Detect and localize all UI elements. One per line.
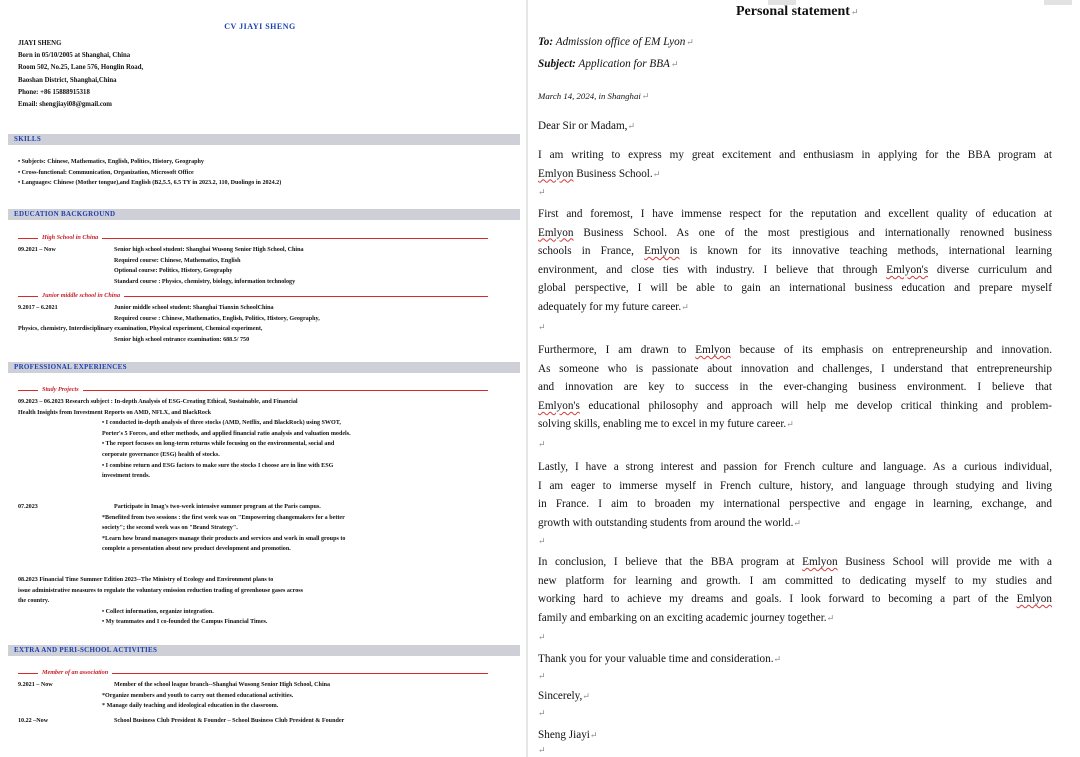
- statement-title: Personal statement↵: [736, 4, 859, 19]
- education-high-school: 09.2021 – Now Senior high school student: Shanghai Wusong Senior High School, China Required course: Chinese, Mathematics, English Optional course: Politics, History, Geography Standard course : Physics, chemistry, biology, information technology: [18, 247, 304, 285]
- cv-page: [0, 0, 528, 757]
- subheading-high-school: High School in China: [18, 234, 488, 243]
- misspelling-highlight: Emlyon's: [886, 263, 929, 276]
- paragraph-4: Lastly, I have a strong interest and passion for French culture and language. As a curious individual, I am eager to immerse myself in French culture, history, and language through studying and living in France. I aim to broaden my international perspective and engage in learning, exchange, and growth with outstanding students from around the world.↵: [538, 461, 1052, 529]
- extra-date: 10.22 –Now: [18, 718, 49, 724]
- misspelling-highlight: Emlyon: [644, 245, 680, 258]
- paragraph-3: Furthermore, I am drawn to Emlyon because of its emphasis on entrepreneurship and innovation. As someone who is passionate about innovation and challenges, I understand that entrepreneurship and innovation are key to success in the ever-changing business environment. I believe that Emlyon's educational philosophy and approach will help me develop critical thinking and problem- solving skills, enabling me to excel in my future career.↵: [538, 344, 1053, 431]
- paragraph-2: First and foremost, I have immense respect for the reputation and excellent quality of education at Emlyon Business School. As one of the most prestigious and internationally renowned business schools in France, Emlyon is known for its innovative teaching methods, international learning environment, and close ties with industry. I believe that through Emlyon's diverse curriculum and global perspective, I will be able to gain an international business education and prepare myself adequately for my future career.↵: [538, 208, 1052, 313]
- subheading-study-projects: Study Projects: [18, 386, 488, 395]
- section-header-education: EDUCATION BACKGROUND: [8, 209, 520, 220]
- skill-item: • Cross-functional: Communication, Organization, Microsoft Office: [18, 169, 194, 176]
- exp-date: 07.2023: [18, 504, 38, 510]
- letter-date: March 14, 2024, in Shanghai↵: [538, 91, 650, 101]
- extra-date: 9.2021 – Now: [18, 682, 53, 688]
- misspelling-highlight: Emlyon: [1016, 593, 1052, 606]
- closing-line: Sincerely,↵: [538, 690, 590, 702]
- association-member: 9.2021 – Now Member of the school league branch--Shanghai Wusong Senior High School, China *Organize members and youth to carry out themed educational activities. * Manage daily teaching and ideological education in the classroom.: [18, 682, 331, 710]
- edu-date: 09.2021 – Now: [18, 247, 56, 253]
- subject-line: Subject: Application for BBA↵: [538, 58, 679, 70]
- skill-item: • Subjects: Chinese, Mathematics, English, Politics, History, Geography: [18, 159, 204, 165]
- paragraph-1: I am writing to express my great excitement and enthusiasm in applying for the BBA program at Emlyon Business School.↵: [538, 149, 1052, 180]
- paragraph-5: In conclusion, I believe that the BBA program at Emlyon Business School will provide me with a new platform for learning and growth. I am committed to dedicating myself to my studies and working hard to achieve my dreams and goals. I look forward to becoming a part of the Emlyon family and embarking on an exciting academic journey together.↵: [538, 556, 1052, 624]
- business-club: 10.22 –Now School Business Club President & Founder – School Business Club President & Founder: [18, 716, 513, 727]
- thanks-line: Thank you for your valuable time and consideration.↵: [538, 653, 782, 665]
- greeting: Dear Sir or Madam,↵: [538, 120, 636, 132]
- page-corner-mark: [1044, 0, 1072, 5]
- financial-times-project: 08.2023 Financial Time Summer Edition 2023--The Ministry of Ecology and Environment plans to issue administrative measures to regulate the voluntary emission reduction trading of greenhouse gases across the country. • Collect information, organize integration. • My teammates and I co-founded the Campus Financial Times.: [18, 577, 303, 626]
- recipient-line: To: Admission office of EM Lyon↵: [538, 36, 694, 48]
- misspelling-highlight: Emlyon: [538, 226, 574, 239]
- misspelling-highlight: Emlyon's: [538, 399, 580, 412]
- subheading-association: Member of an association: [18, 669, 488, 678]
- cv-contact-block: [18, 38, 318, 111]
- section-header-extra: EXTRA AND PERI-SCHOOL ACTIVITIES: [8, 645, 520, 656]
- section-header-professional: PROFESSIONAL EXPERIENCES: [8, 362, 520, 373]
- education-junior-school: 9.2017 – 6.2021 Junior middle school student: Shanghai Tianxin SchoolChina Required course : Chinese, Mathematics, English, Politics, History, Geography, Physics, chemistry, Interdisciplinary examination, Physical experiment, Chemical experiment, Senior high school entrance examination: 688.5/ 750: [18, 305, 320, 343]
- study-project: 09.2023 – 06.2023 Research subject : In-depth Analysis of ESG-Creating Ethical, Sustainable, and Financial Health Insights from Investment Reports on AMD, NFLX, and BlackRock • I conducted in-depth analysis of three stocks (AMD, Netflix, and BlackRock) using SWOT, Porter's 5 Forces, and other methods, and applied financial ratio analysis and valuation models. • The report focuses on long-term returns while focusing on the environmental, social and corporate governance (ESG) health of stocks. • I combine return and ESG factors to make sure the stocks I choose are in line with ESG investment trends.: [18, 399, 351, 480]
- cv-email: Email: shengjiayi08@gmail.com: [18, 101, 112, 109]
- misspelling-highlight: Emlyon: [538, 167, 574, 180]
- cv-name: JIAYI SHENG: [18, 40, 62, 47]
- subheading-junior-school: Junior middle school in China: [18, 292, 488, 301]
- cv-address-line: Baoshan District, Shanghai,China: [18, 76, 117, 84]
- cv-phone: Phone: +86 15888915318: [18, 88, 90, 96]
- section-header-skills: SKILLS: [8, 134, 520, 145]
- cv-birth: Born in 05/10/2005 at Shanghai, China: [18, 52, 131, 60]
- edu-date: 9.2017 – 6.2021: [18, 305, 58, 311]
- summer-program: 07.2023 Participate in Imag's two-week intensive summer program at the Paris campus. *Benefited from two sessions : the first week was on "Empowering changemakers for a better society"; the second week was on "Brand Strategy". *Learn how brand managers manage their products and services and work in small groups to complete a presentation about new product development and promotion.: [18, 504, 346, 553]
- statement-page: Personal statement↵ To: Admission office of EM Lyon↵ Subject: Application for BBA↵ March 14, 2024, in Shanghai↵ Dear Sir or Madam,↵ I am writing to express my great excitement and enthusiasm in applying for the BBA program at Emlyon Business School.↵ ↵ First and foremost, I have immense respect for the reputation and excellent quality of education at Emlyon Business School. As one of the most prestigious and internationally renowned business schools in France, Emlyon is known for its innovative teaching methods, international learning environment, and close ties with industry. I believe that through Emlyon's diverse curriculum and global perspective, I will be able to gain an international business education and prepare myself adequately for my future career.↵ ↵ Furthermore, I am drawn to Emlyon because of its emphasis on entrepreneurship and innovation. As someone who is passionate about innovation and challenges, I understand that entrepreneurship and innovation are key to success in the ever-changing business environment. I believe that Emlyon's educational philosophy and approach will help me develop critical thinking and problem- solving skills, enabling me to excel in my future career.↵ ↵ Lastly, I have a strong interest and passion for French culture and language. As a curious individual, I am eager to immerse myself in French culture, history, and language through studying and living in France. I aim to broaden my international perspective and engage in learning, exchange, and growth with outstanding students from around the world.↵ ↵ In conclusion, I believe that the BBA program at Emlyon Business School will provide me with a new platform for learning and growth. I am committed to dedicating myself to my studies and working hard to achieve my dreams and goals. I look forward to becoming a part of the Emlyon family and embarking on an exciting academic journey together.↵ ↵ Thank you for your valuable time and consideration.↵ ↵ Sincerely,↵ ↵ Sheng Jiayi↵ ↵: [528, 0, 1080, 757]
- signature: Sheng Jiayi↵: [538, 729, 598, 741]
- misspelling-highlight: Emlyon: [802, 556, 838, 568]
- misspelling-highlight: Emlyon: [695, 344, 731, 356]
- skill-item: • Languages: Chinese (Mother tongue),and English (B2,5.5, 6.5 TY in 2023.2, 110, Duolingo in 2024.2): [18, 180, 282, 187]
- skills-list: [18, 157, 513, 189]
- cv-title: CV JIAYI SHENG: [224, 22, 296, 31]
- cv-address-line: Room 502, No.25, Lane 576, Honglin Road,: [18, 64, 144, 72]
